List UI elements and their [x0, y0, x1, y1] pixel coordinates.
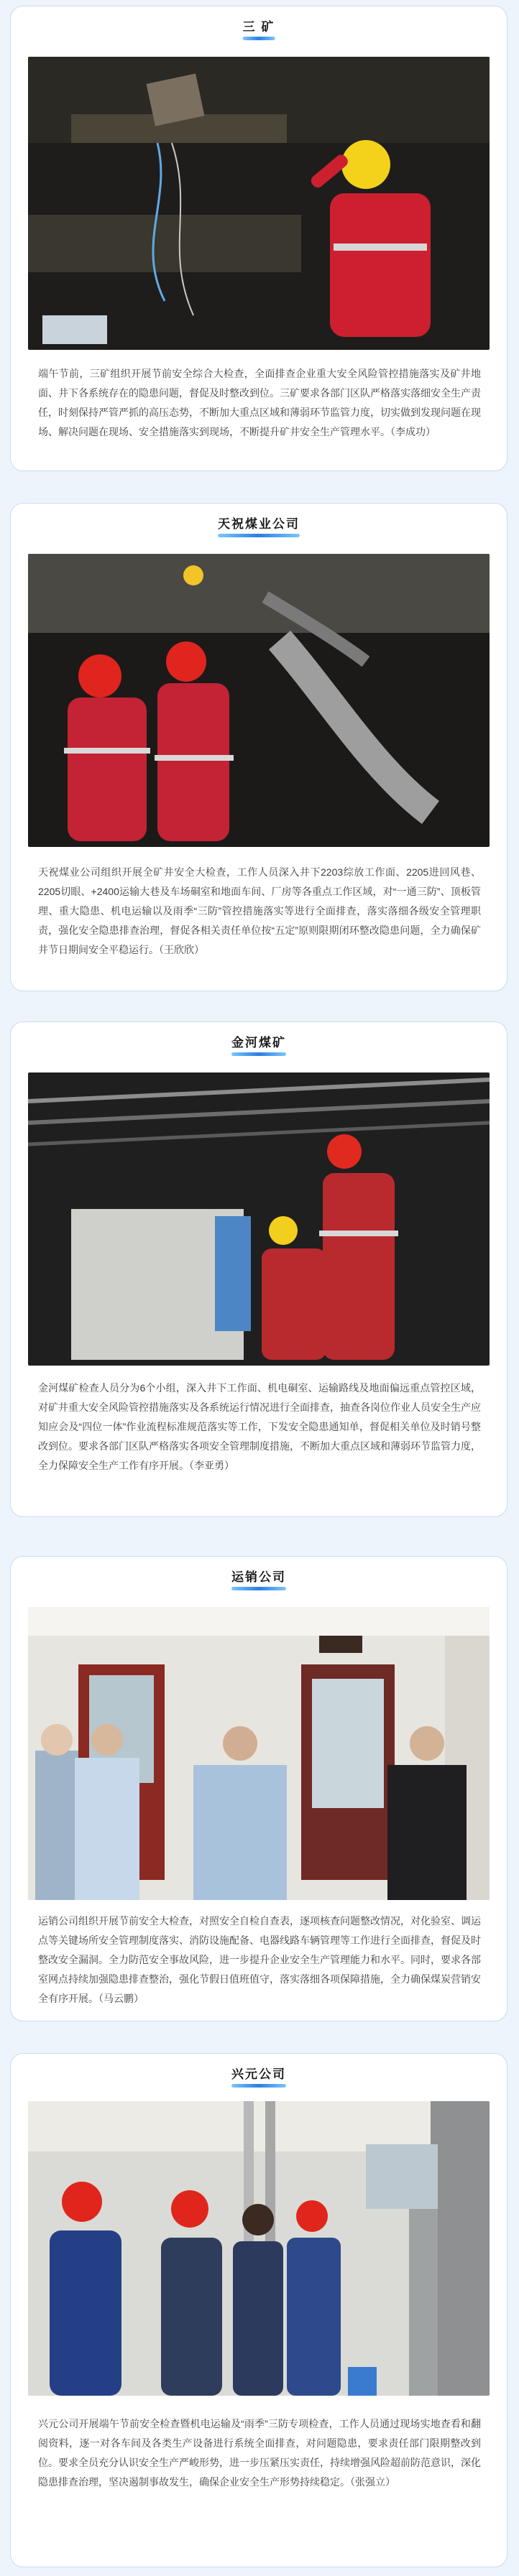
- section-title-text: 兴元公司: [231, 2067, 286, 2081]
- section-card-tianzhu: [10, 503, 507, 991]
- section-card-jinhe: [10, 1021, 507, 1517]
- section-title: [218, 514, 300, 537]
- section-title: [243, 17, 275, 40]
- section-photo: [28, 2101, 490, 2396]
- title-underline: [218, 534, 300, 537]
- section-card-sankuang: [10, 6, 507, 471]
- section-card-xingyuan: [10, 2053, 507, 2567]
- section-photo: [28, 57, 490, 350]
- section-title: [231, 1567, 286, 1590]
- section-title: [231, 2064, 286, 2088]
- section-paragraph: 端午节前，三矿组织开展节前安全综合大检查，全面排查企业重大安全风险管控措施落实及矿井地面、井下各系统存在的隐患问题，督促及时整改到位。三矿要求各部门区队严格落实落细安全生产责任，时刻保持严管严抓的高压态势，不断加大重点区域和薄弱环节监管力度，切实做到发现问题在现场、解决问题在现场、安全措施落实到现场，不断提升矿井安全生产管理水平。（李成功）: [38, 368, 481, 437]
- section-paragraph: 金河煤矿检查人员分为6个小组，深入井下工作面、机电硐室、运输路线及地面偏远重点管控区域，对矿井重大安全风险管控措施落实及各系统运行情况进行全面排查，抽查各岗位作业人员安全生产应知应会及“四位一体”作业流程标准规范落实等工作，下发安全隐患通知单，督促相关单位及时销号整改到位。要求各部门区队严格落实各项安全管理制度措施，不断加大重点区域和薄弱环节监管力度，全力保障安全生产工作有序开展。（李亚勇）: [38, 1382, 481, 1471]
- section-paragraph: 运销公司组织开展节前安全大检查，对照安全自检自查表，逐项核查问题整改情况，对化验室、调运点等关键场所安全管理制度落实、消防设施配备、电器线路车辆管理等工作进行全面排查，督促及时整改安全漏洞。全力防范安全事故风险，进一步提升企业安全生产管理能力和水平。同时，要求各部室网点持续加强隐患排查整治，强化节假日值班值守，落实落细各项保障措施，全力确保煤炭营销安全有序开展。（马云鹏）: [38, 1915, 481, 2004]
- title-underline: [243, 37, 275, 40]
- section-title-text: 运销公司: [231, 1570, 286, 1584]
- title-underline: [231, 2084, 286, 2088]
- section-paragraph: 天祝煤业公司组织开展全矿井安全大检查，工作人员深入井下2203综放工作面、2205进回风巷、2205切眼、+2400运输大巷及车场硐室和地面车间、厂房等各重点工作区域，对“一通三防”、顶板管理、重大隐患、机电运输以及雨季“三防”管控措施落实等进行全面排查，落实落细各级安全管理职责，强化安全隐患排查治理，督促各相关责任单位按“五定”原则限期闭环整改隐患问题，全力确保矿井节日期间安全平稳运行。（王欣欣）: [38, 866, 481, 955]
- section-photo: [28, 1072, 490, 1366]
- section-title: [231, 1032, 286, 1056]
- section-photo: [28, 1607, 490, 1900]
- section-paragraph: 兴元公司开展端午节前安全检查暨机电运输及“雨季”三防专项检查，工作人员通过现场实地查看和翻阅资料，逐一对各车间及各类生产设备进行系统全面排查，对问题隐患，要求责任部门限期整改到位。要求全员充分认识安全生产严峻形势，进一步压紧压实责任，持续增强风险超前防范意识，深化隐患排查治理，坚决遏制事故发生，确保企业安全生产形势持续稳定。（张强立）: [38, 2418, 481, 2488]
- section-title-text: 三 矿: [242, 20, 275, 34]
- title-underline: [231, 1052, 286, 1056]
- section-title-text: 天祝煤业公司: [218, 517, 300, 531]
- section-photo: [28, 554, 490, 847]
- title-underline: [231, 1587, 286, 1590]
- section-card-yunxiao: [10, 1556, 507, 2021]
- section-title-text: 金河煤矿: [231, 1036, 286, 1050]
